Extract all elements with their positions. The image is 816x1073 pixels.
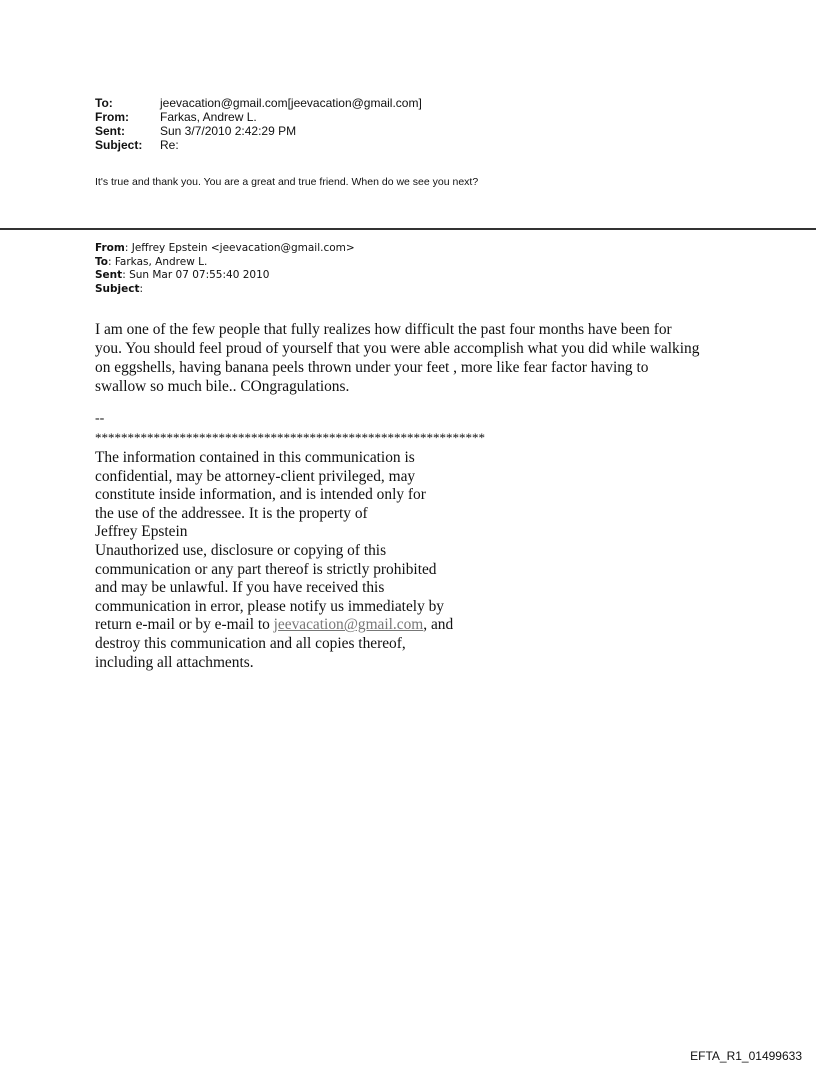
disclaimer-text: , and [423, 616, 454, 634]
disclaimer-text: return e-mail or by e-mail to [95, 616, 274, 634]
original-body [95, 320, 755, 396]
disclaimer-line: the use of the addressee. It is the property of [95, 504, 368, 522]
original-body-line: swallow so much bile.. COngragulations. [95, 378, 350, 395]
original-from-label: From [95, 242, 125, 254]
reply-to-row [95, 96, 422, 110]
disclaimer-line: communication in error, please notify us immediately by [95, 597, 445, 615]
original-sent-row [95, 269, 355, 283]
sent-label: Sent: [95, 124, 125, 138]
bates-number: EFTA_R1_01499633 [690, 1049, 802, 1063]
to-value: jeevacation@gmail.com[jeevacation@gmail.com] [160, 96, 422, 110]
to-label: To: [95, 96, 113, 110]
original-to-row [95, 256, 355, 270]
reply-header [95, 96, 422, 152]
original-subject-label: Subject [95, 282, 140, 295]
message-divider [0, 228, 816, 230]
disclaimer-line: communication or any part thereof is strictly prohibited [95, 560, 437, 578]
sent-value: Sun 3/7/2010 2:42:29 PM [160, 124, 297, 138]
original-subject-row [95, 283, 355, 297]
disclaimer-line: confidential, may be attorney-client privileged, may [95, 467, 416, 485]
subject-label: Subject: [95, 138, 143, 152]
original-from-value: : Jeffrey Epstein <jeevacation@gmail.com> [124, 242, 355, 254]
disclaimer-line: and may be unlawful. If you have received this [95, 579, 385, 597]
disclaimer-line: destroy this communication and all copies thereof, [95, 634, 406, 652]
reply-subject-row [95, 138, 422, 152]
email-link[interactable]: jeevacation@gmail.com [273, 616, 424, 634]
disclaimer-line: constitute inside information, and is intended only for [95, 486, 426, 504]
original-sent-label: Sent [95, 269, 123, 282]
disclaimer-line: Unauthorized use, disclosure or copying of this [95, 541, 387, 559]
signature-star-rule: ************************************************************ [95, 430, 485, 445]
original-body-line: you. You should feel proud of yourself that you were able accomplish what you did while walking [95, 340, 700, 357]
original-to-label: To [95, 255, 108, 268]
reply-from-row [95, 110, 422, 124]
original-body-line: I am one of the few people that fully realizes how difficult the past four months have been for [95, 321, 672, 338]
original-sent-value: : Sun Mar 07 07:55:40 2010 [122, 269, 270, 282]
disclaimer-line: The information contained in this communication is [95, 449, 415, 466]
original-to-value: : Farkas, Andrew L. [107, 255, 208, 268]
original-subject-value: : [139, 282, 144, 295]
disclaimer-line [95, 616, 453, 635]
original-from-row [95, 242, 355, 256]
original-body-line: on eggshells, having banana peels thrown under your feet , more like fear factor having to [95, 359, 649, 376]
reply-sent-row [95, 124, 422, 138]
subject-value: Re: [160, 138, 179, 152]
disclaimer-line: Jeffrey Epstein [95, 523, 188, 541]
from-label: From: [95, 110, 129, 124]
reply-body: It's true and thank you. You are a great and true friend. When do we see you next? [95, 176, 479, 188]
signature-separator: -- [95, 411, 105, 426]
disclaimer-line: including all attachments. [95, 653, 254, 671]
original-header [95, 242, 355, 296]
confidentiality-disclaimer [95, 449, 453, 672]
from-value: Farkas, Andrew L. [160, 110, 257, 124]
